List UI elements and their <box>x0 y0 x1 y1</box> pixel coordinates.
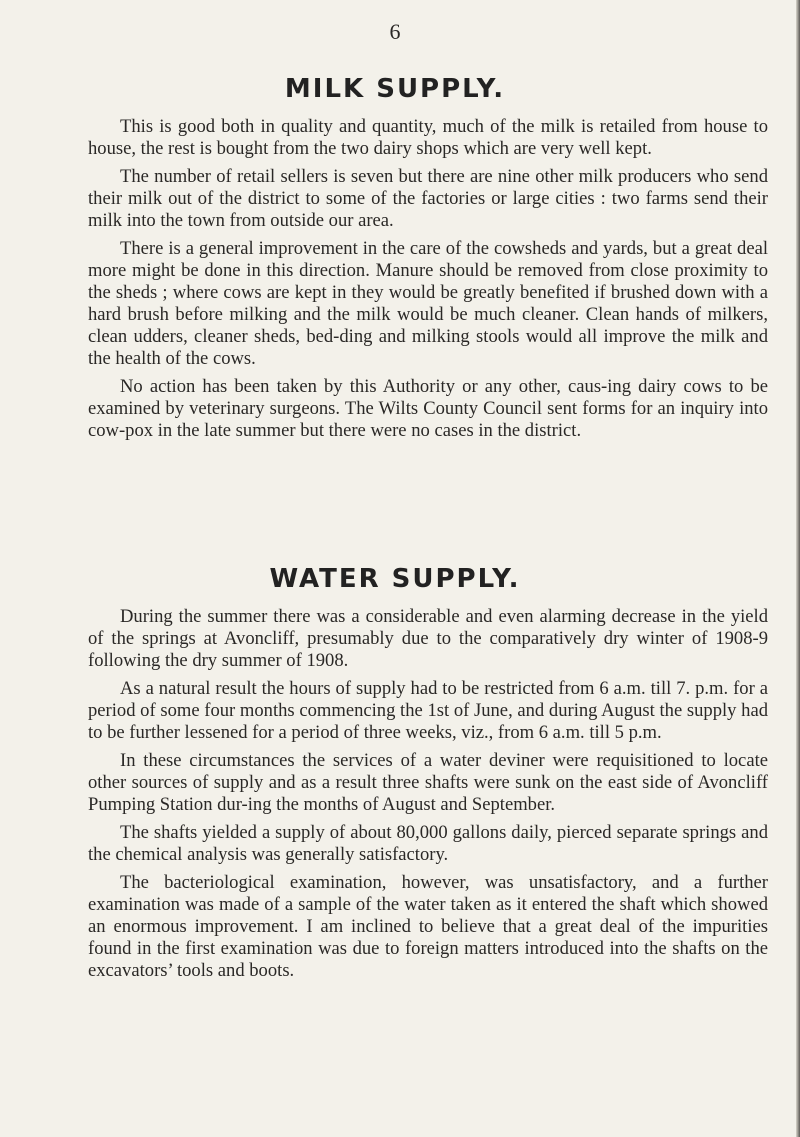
water-supply-heading: WATER SUPPLY. <box>269 564 521 594</box>
milk-supply-heading: MILK SUPPLY. <box>284 74 506 104</box>
page-number: 6 <box>389 19 401 44</box>
water-paragraph: As a natural result the hours of supply had to be restricted from 6 a.m. till 7. p.m. for a period of some four months commencing the 1st of June, and during August the supply had to be further lessened for a period of three weeks, viz., from 6 a.m. till 5 p.m. <box>88 678 768 743</box>
milk-paragraph: The number of retail sellers is seven but there are nine other milk producers who send their milk out of the district to some of the factories or large cities : two farms send their milk into the town from outside our area. <box>88 166 768 231</box>
water-paragraph: During the summer there was a considerable and even alarming decrease in the yield of the springs at Avoncliff, presumably due to the comparatively dry winter of 1908-9 following the dry summer of 1908. <box>88 606 768 671</box>
water-paragraph: The bacteriological examination, however, was unsatisfactory, and a further examination was made of a sample of the water taken as it entered the shaft which showed an enormous improvement. I am inclined to believe that a great deal of the impurities found in the first examination was due to foreign matters introduced into the shafts on the excavators’ tools and boots. <box>88 872 768 981</box>
milk-paragraph: This is good both in quality and quantity, much of the milk is retailed from house to house, the rest is bought from the two dairy shops which are very well kept. <box>88 116 768 159</box>
water-paragraph: The shafts yielded a supply of about 80,000 gallons daily, pierced separate springs and the chemical analysis was generally satisfactory. <box>88 822 768 865</box>
milk-supply-section <box>88 116 768 448</box>
water-supply-section <box>88 606 768 988</box>
water-paragraph: In these circumstances the services of a water deviner were requisitioned to locate other sources of supply and as a result three shafts were sunk on the east side of Avoncliff Pumping Station dur-ing the months of August and September. <box>88 750 768 815</box>
milk-paragraph: There is a general improvement in the care of the cowsheds and yards, but a great deal more might be done in this direction. Manure should be removed from close proximity to the sheds ; where cows are kept in they would be greatly benefited if brushed down with a hard brush before milking and the milk would be much cleaner. Clean hands of milkers, clean udders, cleaner sheds, bed-ding and milking stools would all improve the milk and the health of the cows. <box>88 238 768 369</box>
milk-paragraph: No action has been taken by this Authority or any other, caus-ing dairy cows to be examined by veterinary surgeons. The Wilts County Council sent forms for an inquiry into cow-pox in the late summer but there were no cases in the district. <box>88 376 768 441</box>
page-edge-shadow <box>796 0 800 1137</box>
